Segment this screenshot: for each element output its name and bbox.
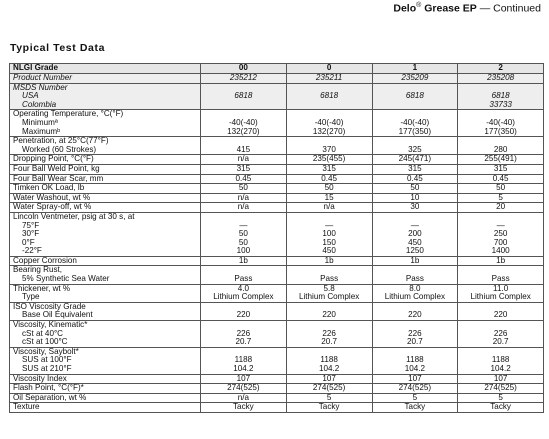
cell-value: 100 (322, 229, 336, 239)
value-cell (286, 174, 372, 184)
row-label-line: Operating Temperature, °C(°F) (13, 109, 124, 119)
header-grade-0: 0 (286, 64, 372, 74)
value-cell (201, 256, 287, 266)
value-cell (372, 384, 458, 394)
table-row (10, 266, 544, 284)
cell-value: 177(350) (398, 126, 432, 136)
cell-value: 150 (322, 237, 336, 247)
cell-value: — (239, 220, 248, 230)
cell-value: Lithium Complex (470, 292, 531, 302)
cell-value: 5.8 (323, 284, 335, 293)
value-cell (286, 284, 372, 302)
cell-value: 177(350) (484, 126, 517, 136)
value-cell (458, 110, 544, 137)
cell-value: 0.45 (235, 174, 252, 183)
row-label-line: Four Ball Wear Scar, mm (13, 174, 104, 183)
cell-value: 132(270) (312, 126, 346, 136)
value-cell (458, 164, 544, 174)
row-label-line: MSDS Number (13, 83, 68, 92)
table-row (10, 256, 544, 266)
table-row (10, 174, 544, 184)
value-cell (458, 155, 544, 165)
value-cell (201, 193, 287, 203)
value-cell (458, 203, 544, 213)
row-label-line: Maximumᵇ (13, 126, 61, 136)
cell-value: Pass (405, 274, 424, 284)
value-cell (286, 212, 372, 256)
cell-value: 226 (493, 328, 508, 338)
table-row (10, 347, 544, 374)
cell-value: 5 (326, 393, 332, 402)
value-cell (201, 374, 287, 384)
cell-value: 235208 (487, 73, 515, 82)
row-label-line: cSt at 40°C (13, 328, 64, 338)
value-cell (286, 83, 372, 110)
cell-value: 11.0 (493, 284, 509, 293)
table-row (10, 184, 544, 194)
header-grade-1: 1 (372, 64, 458, 74)
value-cell (201, 83, 287, 110)
cell-value: 226 (236, 328, 251, 338)
cell-value: — (410, 220, 419, 230)
cell-value: Tacky (490, 402, 511, 412)
value-cell (286, 266, 372, 284)
row-label (10, 212, 201, 256)
row-label-line: Timken OK Load, lb (13, 183, 85, 193)
header-grade-00: 00 (201, 64, 287, 74)
cell-value: 50 (410, 183, 420, 193)
cell-value: 132(270) (227, 126, 260, 136)
cell-value: 107 (493, 374, 508, 383)
cell-value: 104.2 (490, 364, 511, 373)
table-row (10, 284, 544, 302)
cell-value: 10 (410, 193, 420, 202)
value-cell (286, 256, 372, 266)
cell-value: 20.7 (321, 337, 337, 347)
row-label-line: ISO Viscosity Grade (13, 302, 86, 311)
cell-value: 5 (498, 193, 503, 202)
cell-value: 235209 (401, 73, 429, 82)
table-row (10, 403, 544, 413)
value-cell (372, 184, 458, 194)
table-row (10, 137, 544, 155)
row-label (10, 393, 201, 403)
cell-value: -40(-40) (314, 117, 344, 127)
value-cell (372, 212, 458, 256)
cell-value: Tacky (318, 402, 340, 412)
cell-value: 1188 (491, 355, 510, 365)
product-name: Grease EP (424, 2, 477, 15)
cell-value: 104.2 (318, 364, 340, 373)
row-label-line: Worked (60 Strokes) (13, 144, 97, 154)
cell-value: 245(471) (398, 154, 432, 164)
cell-value: 1188 (234, 355, 253, 365)
value-cell (201, 266, 287, 284)
table-header-row (10, 64, 544, 74)
table-row (10, 393, 544, 403)
cell-value: Lithium Complex (213, 292, 274, 302)
value-cell (458, 137, 544, 155)
cell-value: n/a (237, 154, 249, 164)
cell-value: 220 (493, 310, 508, 320)
row-label-line: Bearing Rust, (13, 265, 63, 275)
cell-value: 315 (322, 164, 336, 173)
value-cell (458, 302, 544, 320)
cell-value: 8.0 (409, 284, 421, 293)
row-label-line: Type (13, 292, 40, 302)
cell-value: 107 (408, 374, 422, 383)
value-cell (458, 266, 544, 284)
value-cell (372, 266, 458, 284)
value-cell (286, 384, 372, 394)
row-label (10, 203, 201, 213)
cell-value: n/a (323, 202, 335, 212)
value-cell (286, 74, 372, 84)
cell-value: 50 (496, 183, 506, 193)
cell-value: 315 (493, 164, 508, 173)
row-label-line: Dropping Point, °C(°F) (13, 154, 94, 164)
cell-value: 6818 (320, 91, 339, 101)
cell-value: 415 (236, 144, 251, 154)
cell-value: 33733 (489, 99, 512, 109)
header-nlgi-grade: NLGI Grade (10, 64, 201, 74)
cell-value: Pass (320, 274, 339, 284)
value-cell (372, 374, 458, 384)
cell-value: 4.0 (237, 284, 249, 293)
row-label (10, 184, 201, 194)
brand-name: Delo (393, 2, 417, 15)
value-cell (458, 321, 544, 348)
row-label (10, 155, 201, 165)
cell-value: 107 (236, 374, 251, 383)
value-cell (372, 203, 458, 213)
cell-value: -40(-40) (486, 117, 516, 127)
cell-value: 6818 (234, 91, 253, 101)
cell-value: 700 (493, 237, 508, 247)
table-row (10, 83, 544, 110)
cell-value: 274(525) (398, 383, 432, 393)
cell-value: 450 (322, 246, 336, 256)
cell-value: — (496, 220, 505, 230)
cell-value: 235212 (229, 73, 257, 82)
value-cell (458, 212, 544, 256)
row-label (10, 193, 201, 203)
section-title: Typical Test Data (10, 42, 106, 54)
row-label (10, 384, 201, 394)
value-cell (458, 403, 544, 413)
value-cell (372, 83, 458, 110)
row-label-line: Lincoln Ventmeter, psig at 30 s, at (13, 212, 135, 221)
cell-value: 104.2 (404, 364, 425, 373)
cell-value: 1b (238, 256, 248, 265)
cell-value: -40(-40) (228, 117, 258, 127)
row-label (10, 347, 201, 374)
row-label-line: Minimumª (13, 117, 58, 127)
value-cell (372, 164, 458, 174)
value-cell (201, 137, 287, 155)
value-cell (372, 110, 458, 137)
value-cell (458, 374, 544, 384)
row-label (10, 403, 201, 413)
value-cell (458, 384, 544, 394)
value-cell (458, 284, 544, 302)
cell-value: 274(525) (227, 383, 260, 393)
value-cell (372, 347, 458, 374)
value-cell (286, 321, 372, 348)
row-label (10, 321, 201, 348)
row-label-line: Water Washout, wt % (13, 193, 91, 202)
cell-value: 450 (408, 237, 422, 247)
row-label-line: cSt at 100°C (13, 337, 68, 347)
row-label (10, 164, 201, 174)
cell-value (290, 101, 369, 110)
value-cell (286, 347, 372, 374)
cell-value: 5 (498, 393, 503, 402)
row-label (10, 137, 201, 155)
value-cell (201, 284, 287, 302)
cell-value: Pass (491, 274, 510, 284)
cell-value: 226 (408, 328, 422, 338)
row-label-line: Viscosity Index (13, 374, 67, 383)
cell-value: 274(525) (484, 383, 517, 393)
cell-value: 5 (412, 393, 418, 402)
value-cell (201, 347, 287, 374)
value-cell (201, 155, 287, 165)
value-cell (458, 74, 544, 84)
cell-value: 6818 (405, 91, 424, 101)
value-cell (201, 393, 287, 403)
cell-value: Tacky (404, 402, 426, 412)
cell-value: Tacky (233, 402, 254, 412)
value-cell (201, 74, 287, 84)
value-cell (201, 164, 287, 174)
row-label-line: 0°F (13, 237, 35, 247)
row-label-line: 30°F (13, 229, 40, 239)
row-label (10, 266, 201, 284)
cell-value: 315 (236, 164, 251, 173)
row-label (10, 374, 201, 384)
value-cell (201, 174, 287, 184)
table-row (10, 321, 544, 348)
value-cell (372, 74, 458, 84)
cell-value: 250 (493, 229, 508, 239)
value-cell (372, 137, 458, 155)
row-label (10, 174, 201, 184)
value-cell (372, 256, 458, 266)
continued-label: — Continued (476, 2, 541, 15)
value-cell (286, 203, 372, 213)
cell-value: 1188 (320, 355, 338, 365)
cell-value: 30 (410, 202, 420, 212)
row-label-line: Viscosity, Saybolt* (13, 347, 79, 356)
cell-value: 50 (238, 229, 248, 239)
value-cell (201, 184, 287, 194)
cell-value: 0.45 (406, 174, 423, 183)
row-label-line: Product Number (13, 73, 72, 82)
row-label-line: SUS at 210°F (13, 364, 72, 373)
value-cell (201, 110, 287, 137)
cell-value: Lithium Complex (298, 292, 360, 302)
cell-value: Lithium Complex (384, 292, 446, 302)
cell-value: 235(455) (312, 154, 346, 164)
cell-value: 1188 (406, 355, 424, 365)
value-cell (372, 174, 458, 184)
value-cell (372, 193, 458, 203)
value-cell (372, 403, 458, 413)
value-cell (458, 174, 544, 184)
value-cell (286, 155, 372, 165)
value-cell (458, 83, 544, 110)
cell-value: 1b (324, 256, 334, 265)
value-cell (286, 137, 372, 155)
cell-value: 100 (236, 246, 251, 256)
row-label-line: Viscosity, Kinematic* (13, 320, 88, 330)
cell-value: 1b (496, 256, 506, 265)
cell-value: 1400 (491, 246, 510, 256)
cell-value: 104.2 (233, 364, 254, 373)
row-label (10, 83, 201, 110)
value-cell (286, 302, 372, 320)
row-label-line: SUS at 100°F (13, 355, 72, 365)
row-label (10, 302, 201, 320)
cell-value: 6818 (491, 91, 510, 101)
cell-value: n/a (237, 393, 249, 402)
cell-value: 20.7 (406, 337, 423, 347)
value-cell (201, 302, 287, 320)
cell-value: 0.45 (492, 174, 509, 183)
cell-value: 50 (238, 237, 248, 247)
value-cell (286, 403, 372, 413)
cell-value: 274(525) (312, 383, 346, 393)
cell-value: n/a (237, 202, 249, 212)
row-label-line: -22°F (13, 246, 42, 256)
row-label-line: 75°F (13, 220, 40, 230)
value-cell (458, 347, 544, 374)
row-label-line: Copper Corrosion (13, 256, 77, 265)
table-row (10, 74, 544, 84)
table-row (10, 203, 544, 213)
cell-value: Pass (234, 274, 253, 284)
cell-value: 20.7 (492, 337, 509, 347)
value-cell (286, 110, 372, 137)
row-label-line: Colombia (13, 99, 57, 109)
cell-value: 107 (322, 374, 336, 383)
cell-value: — (325, 220, 334, 230)
table-row (10, 164, 544, 174)
cell-value: 20.7 (235, 337, 252, 347)
value-cell (201, 212, 287, 256)
test-data-table (9, 63, 544, 413)
value-cell (458, 256, 544, 266)
cell-value: 255(491) (484, 154, 517, 164)
cell-value: 200 (408, 229, 422, 239)
value-cell (286, 393, 372, 403)
value-cell (201, 321, 287, 348)
cell-value: 220 (236, 310, 251, 320)
row-label-line: Water Spray-off, wt % (13, 202, 92, 212)
value-cell (458, 393, 544, 403)
value-cell (286, 184, 372, 194)
row-label-line: Oil Separation, wt % (13, 393, 87, 402)
row-label-line: USA (13, 91, 39, 101)
value-cell (286, 193, 372, 203)
cell-value: 20 (496, 202, 506, 212)
cell-value (204, 101, 283, 110)
header-grade-2: 2 (458, 64, 544, 74)
row-label-line: Flash Point, °C(°F)* (13, 383, 84, 393)
value-cell (286, 374, 372, 384)
cell-value: 220 (408, 310, 422, 320)
cell-value: n/a (237, 193, 249, 202)
value-cell (372, 302, 458, 320)
table-row (10, 302, 544, 320)
cell-value: 226 (322, 328, 336, 338)
table-row (10, 212, 544, 256)
table-row (10, 155, 544, 165)
cell-value (376, 101, 455, 110)
row-label-line: Thickener, wt % (13, 284, 71, 293)
row-label-line: Texture (13, 402, 40, 412)
cell-value: 280 (493, 144, 508, 154)
value-cell (372, 321, 458, 348)
row-label (10, 74, 201, 84)
value-cell (201, 384, 287, 394)
table-row (10, 193, 544, 203)
cell-value: 0.45 (321, 174, 337, 183)
cell-value: -40(-40) (400, 117, 430, 127)
registered-mark: ® (416, 2, 422, 9)
cell-value: 315 (408, 164, 422, 173)
row-label-line: Penetration, at 25°C(77°F) (13, 136, 109, 146)
value-cell (286, 164, 372, 174)
value-cell (458, 184, 544, 194)
value-cell (372, 155, 458, 165)
cell-value: 325 (408, 144, 422, 154)
cell-value: 235211 (315, 73, 343, 82)
row-label-line: Base Oil Equivalent (13, 310, 93, 320)
value-cell (372, 393, 458, 403)
row-label (10, 110, 201, 137)
cell-value: 1b (410, 256, 420, 265)
row-label (10, 284, 201, 302)
cell-value: 50 (324, 183, 334, 193)
document-header (393, 2, 541, 15)
table-row (10, 110, 544, 137)
table-row (10, 374, 544, 384)
cell-value: 15 (324, 193, 334, 202)
value-cell (201, 203, 287, 213)
value-cell (201, 403, 287, 413)
row-label-line: Four Ball Weld Point, kg (13, 164, 100, 173)
cell-value: 50 (238, 183, 248, 193)
row-label (10, 256, 201, 266)
value-cell (458, 193, 544, 203)
table-row (10, 384, 544, 394)
cell-value: 370 (322, 144, 336, 154)
value-cell (372, 284, 458, 302)
cell-value: 220 (322, 310, 336, 320)
cell-value: 1250 (405, 246, 424, 256)
row-label-line: 5% Synthetic Sea Water (13, 274, 110, 284)
